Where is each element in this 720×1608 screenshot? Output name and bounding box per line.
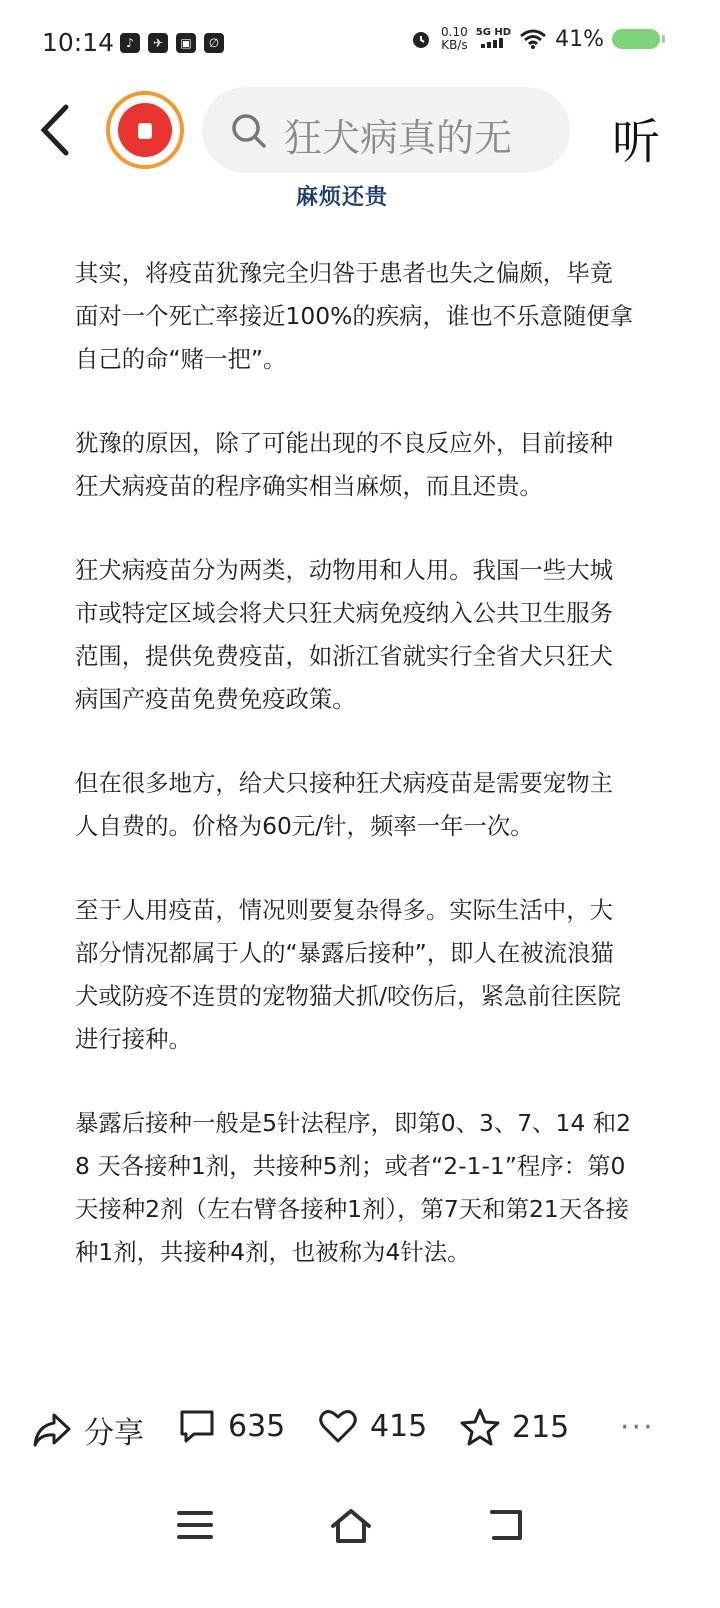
comment-button[interactable] <box>178 1408 285 1444</box>
article-paragraph: 犹豫的原因，除了可能出现的不良反应外，目前接种狂犬病疫苗的程序确实相当麻烦，而且还贵。 <box>75 429 613 500</box>
star-icon <box>460 1408 500 1446</box>
share-icon <box>32 1412 72 1448</box>
favorite-button[interactable] <box>460 1408 569 1446</box>
like-button[interactable] <box>318 1408 427 1444</box>
menu-icon[interactable] <box>176 1508 214 1542</box>
share-label: 分享 <box>84 1416 144 1451</box>
favorite-count: 215 <box>512 1409 570 1445</box>
search-bar[interactable] <box>202 87 570 173</box>
comment-icon <box>178 1408 216 1444</box>
speed-unit: KB/s <box>441 38 468 52</box>
home-icon[interactable] <box>330 1508 372 1544</box>
article-paragraph: 暴露后接种一般是5针法程序，即第0、3、7、14 和28 天各接种1剂，共接种5剂；或者“2-1-1”程序：第0天接种2剂（左右臂各接种1剂），第7天和第21天各接种1剂，共接种4剂，也被称为4针法。 <box>75 1109 632 1266</box>
red-packet-icon <box>118 103 172 157</box>
more-button[interactable]: ··· <box>620 1410 655 1445</box>
network-type: 5G HD <box>475 27 512 38</box>
listen-button[interactable]: 听 <box>612 114 661 170</box>
wifi-icon <box>519 28 547 50</box>
alarm-icon <box>409 27 433 51</box>
search-query: 狂犬病真的无 <box>284 116 513 160</box>
article-paragraph: 狂犬病疫苗分为两类，动物用和人用。我国一些大城市或特定区域会将犬只狂犬病免疫纳入公共卫生服务范围，提供免费疫苗，如浙江省就实行全省犬只狂犬病国产疫苗免费免疫政策。 <box>75 556 613 713</box>
app-icon: ∅ <box>204 33 224 53</box>
comment-count: 635 <box>228 1408 286 1444</box>
tiktok-icon: ♪ <box>120 33 140 53</box>
article-body <box>75 252 635 1315</box>
article-paragraph: 至于人用疫苗，情况则要复杂得多。实际生活中，大部分情况都属于人的“暴露后接种”，即人在被流浪猫犬或防疫不连贯的宠物猫犬抓/咬伤后，紧急前往医院进行接种。 <box>75 896 621 1053</box>
red-packet-avatar[interactable] <box>106 91 184 169</box>
message-icon: ▣ <box>176 33 196 53</box>
action-bar <box>0 1400 720 1464</box>
status-indicators <box>409 26 660 52</box>
signal-indicator <box>476 27 511 51</box>
share-button[interactable] <box>32 1408 144 1452</box>
like-count: 415 <box>370 1408 428 1444</box>
battery-percent: 41% <box>555 26 604 52</box>
network-speed <box>441 26 468 52</box>
signal-bars-icon <box>481 38 505 48</box>
article-paragraph: 其实，将疫苗犹豫完全归咎于患者也失之偏颇，毕竟面对一个死亡率接近100%的疾病，谁也不乐意随便拿自己的命“赌一把”。 <box>75 259 634 373</box>
back-nav-icon[interactable] <box>488 1508 526 1542</box>
status-time: 10:14 <box>42 28 115 57</box>
article-paragraph: 但在很多地方，给犬只接种狂犬病疫苗是需要宠物主人自费的。价格为60元/针，频率一年一次。 <box>75 769 613 840</box>
heart-icon <box>318 1408 358 1444</box>
system-nav-bar <box>0 1490 720 1570</box>
search-icon <box>230 112 268 150</box>
battery-icon <box>612 29 660 49</box>
status-app-icons <box>120 33 224 53</box>
section-subtitle: 麻烦还贵 <box>296 185 389 210</box>
back-arrow-icon[interactable] <box>36 103 76 157</box>
speed-value: 0.10 <box>441 25 468 39</box>
telegram-icon: ✈ <box>148 33 168 53</box>
status-bar <box>0 0 720 88</box>
top-nav <box>0 85 720 175</box>
